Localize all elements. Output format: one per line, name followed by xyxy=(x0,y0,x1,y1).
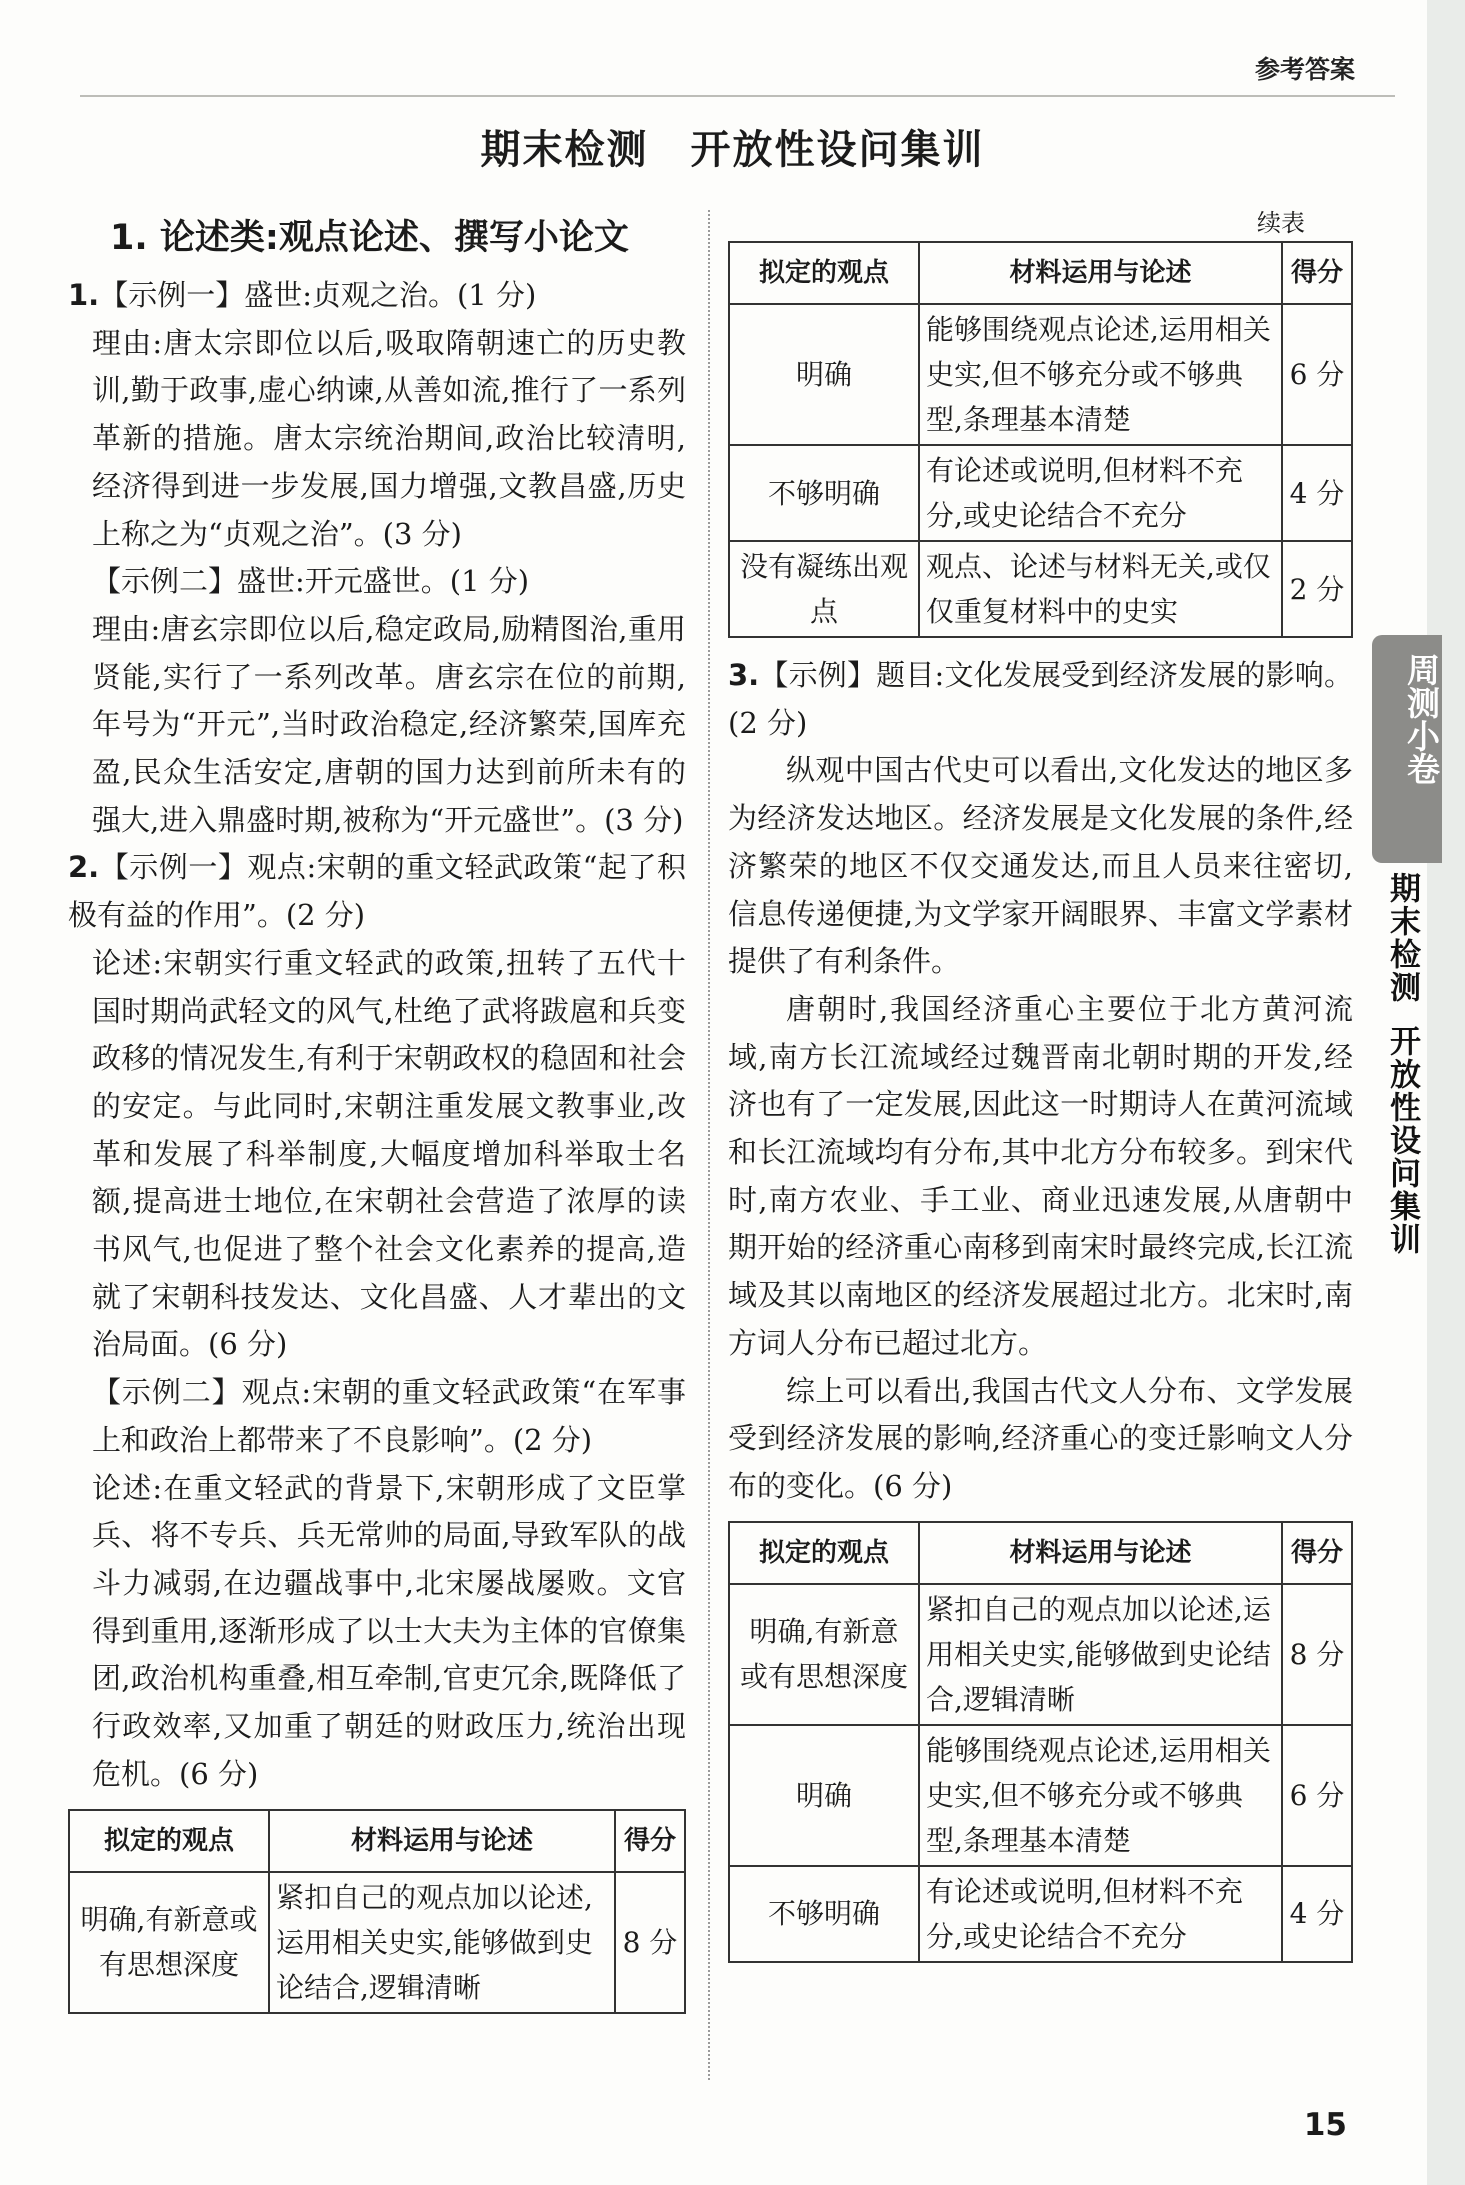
question-number: 3. xyxy=(728,658,760,692)
left-column xyxy=(68,210,686,2014)
q2-example2-head: 【示例二】观点:宋朝的重文轻武政策“在军事上和政治上都带来了不良影响”。(2 分) xyxy=(92,1375,686,1457)
table-cell-desc: 有论述或说明,但材料不充分,或史论结合不充分 xyxy=(919,445,1282,541)
side-tab xyxy=(1372,635,1442,863)
table-header-row xyxy=(729,1522,1352,1584)
table-row xyxy=(69,1872,685,2013)
table-header: 拟定的观点 xyxy=(69,1810,269,1872)
table-header: 材料运用与论述 xyxy=(919,242,1282,304)
table-cell-view: 明确,有新意或有思想深度 xyxy=(69,1872,269,2013)
table-cell-desc: 能够围绕观点论述,运用相关史实,但不够充分或不够典型,条理基本清楚 xyxy=(919,304,1282,445)
table-cell-desc: 紧扣自己的观点加以论述,运用相关史实,能够做到史论结合,逻辑清晰 xyxy=(269,1872,615,2013)
header-label: 参考答案 xyxy=(1254,55,1355,84)
table-header: 得分 xyxy=(1282,242,1352,304)
table-cell-desc: 紧扣自己的观点加以论述,运用相关史实,能够做到史论结合,逻辑清晰 xyxy=(919,1584,1282,1725)
q3-paragraph-2: 唐朝时,我国经济重心主要位于北方黄河流域,南方长江流域经过魏晋南北朝时期的开发,经济也有了一定发展,因此这一时期诗人在黄河流域和长江流域均有分布,其中北方分布较多。到宋代时,南方农业、手工业、商业迅速发展,从唐朝中期开始的经济重心南移到南宋时最终完成,长江流域及其以南地区的经济发展超过北方。北宋时,南方词人分布已超过北方。 xyxy=(728,991,1353,1360)
q2-example1-body: 论述:宋朝实行重文轻武的政策,扭转了五代十国时期尚武轻文的风气,杜绝了武将跋扈和兵变政移的情况发生,有利于宋朝政权的稳固和社会的安定。与此同时,宋朝注重发展文教事业,改革和发展了科举制度,大幅度增加科举取士名额,提高进士地位,在宋朝社会营造了浓厚的读书风气,也促进了整个社会文化素养的提高,造就了宋朝科技发达、文化昌盛、人才辈出的文治局面。(6 分) xyxy=(92,945,686,1362)
page-edge xyxy=(1427,0,1465,2185)
table-header: 拟定的观点 xyxy=(729,1522,919,1584)
table-cell-score: 4 分 xyxy=(1282,445,1352,541)
q1-example2-head: 【示例二】盛世:开元盛世。(1 分) xyxy=(92,564,530,599)
header-divider xyxy=(80,95,1395,97)
table-cell-score: 6 分 xyxy=(1282,1725,1352,1866)
table-header: 得分 xyxy=(615,1810,685,1872)
table-row xyxy=(729,1584,1352,1725)
q3-paragraph-3: 综上可以看出,我国古代文人分布、文学发展受到经济发展的影响,经济重心的变迁影响文人分布的变化。(6 分) xyxy=(728,1373,1353,1503)
table-cell-view: 明确 xyxy=(729,304,919,445)
q3-head: 3.【示例】题目:文化发展受到经济发展的影响。(2 分) xyxy=(728,658,1353,740)
table-cell-score: 8 分 xyxy=(615,1872,685,2013)
table-row xyxy=(729,541,1352,637)
score-table-right-top xyxy=(728,241,1353,638)
score-table-left xyxy=(68,1809,686,2014)
q3-paragraph-1: 纵观中国古代史可以看出,文化发达的地区多为经济发达地区。经济发展是文化发展的条件,经济繁荣的地区不仅交通发达,而且人员来往密切,信息传递便捷,为文学家开阔眼界、丰富文学素材提供了有利条件。 xyxy=(728,753,1353,979)
right-column xyxy=(728,205,1353,1963)
table-header-row xyxy=(729,242,1352,304)
table-cell-view: 明确,有新意或有思想深度 xyxy=(729,1584,919,1725)
table-cell-score: 4 分 xyxy=(1282,1866,1352,1962)
table-cell-desc: 观点、论述与材料无关,或仅仅重复材料中的史实 xyxy=(919,541,1282,637)
table-cell-view: 不够明确 xyxy=(729,1866,919,1962)
q2-example1-head: 2.【示例一】观点:宋朝的重文轻武政策“起了积极有益的作用”。(2 分) xyxy=(68,850,686,933)
q1-example2-body: 理由:唐玄宗即位以后,稳定政局,励精图治,重用贤能,实行了一系列改革。唐玄宗在位的前期,年号为“开元”,当时政治稳定,经济繁荣,国库充盈,民众生活安定,唐朝的国力达到前所未有的强大,进入鼎盛时期,被称为“开元盛世”。(3 分) xyxy=(92,611,686,837)
score-table-right-bottom xyxy=(728,1521,1353,1963)
side-label-topic: 开放性设问集训 xyxy=(1384,1025,1420,1256)
q2-example2-body: 论述:在重文轻武的背景下,宋朝形成了文臣掌兵、将不专兵、兵无常帅的局面,导致军队的战斗力减弱,在边疆战事中,北宋屡战屡败。文官得到重用,逐渐形成了以士大夫为主体的官僚集团,政治机构重叠,相互牵制,官吏冗余,既降低了行政效率,又加重了朝廷的财政压力,统治出现危机。(6 分) xyxy=(92,1470,686,1791)
table-header: 得分 xyxy=(1282,1522,1352,1584)
continued-label: 续表 xyxy=(1257,209,1305,237)
table-row xyxy=(729,1866,1352,1962)
table-header-row xyxy=(69,1810,685,1872)
table-cell-score: 6 分 xyxy=(1282,304,1352,445)
table-cell-view: 不够明确 xyxy=(729,445,919,541)
table-row xyxy=(729,304,1352,445)
table-header: 拟定的观点 xyxy=(729,242,919,304)
side-tab-label: 周测小卷 xyxy=(1402,653,1441,785)
table-cell-desc: 能够围绕观点论述,运用相关史实,但不够充分或不够典型,条理基本清楚 xyxy=(919,1725,1282,1866)
table-cell-view: 明确 xyxy=(729,1725,919,1866)
table-cell-score: 8 分 xyxy=(1282,1584,1352,1725)
page-number: 15 xyxy=(1303,2107,1347,2143)
page-title: 期末检测 开放性设问集训 xyxy=(480,127,985,173)
table-cell-desc: 有论述或说明,但材料不充分,或史论结合不充分 xyxy=(919,1866,1282,1962)
table-cell-view: 没有凝练出观点 xyxy=(729,541,919,637)
column-divider xyxy=(708,210,710,2080)
table-header: 材料运用与论述 xyxy=(919,1522,1282,1584)
table-cell-score: 2 分 xyxy=(1282,541,1352,637)
question-number: 1. xyxy=(68,278,100,312)
table-row xyxy=(729,445,1352,541)
question-number: 2. xyxy=(68,850,100,885)
q1-example1-body: 理由:唐太宗即位以后,吸取隋朝速亡的历史教训,勤于政事,虚心纳谏,从善如流,推行了一系列革新的措施。唐太宗统治期间,政治比较清明,经济得到进一步发展,国力增强,文教昌盛,历史上称之为“贞观之治”。(3 分) xyxy=(92,325,686,551)
table-header: 材料运用与论述 xyxy=(269,1810,615,1872)
side-label-exam: 期末检测 xyxy=(1384,872,1420,1004)
q1-example1-head: 1.【示例一】盛世:贞观之治。(1 分) xyxy=(68,278,537,312)
table-row xyxy=(729,1725,1352,1866)
section-title: 1. 论述类:观点论述、撰写小论文 xyxy=(110,218,629,258)
